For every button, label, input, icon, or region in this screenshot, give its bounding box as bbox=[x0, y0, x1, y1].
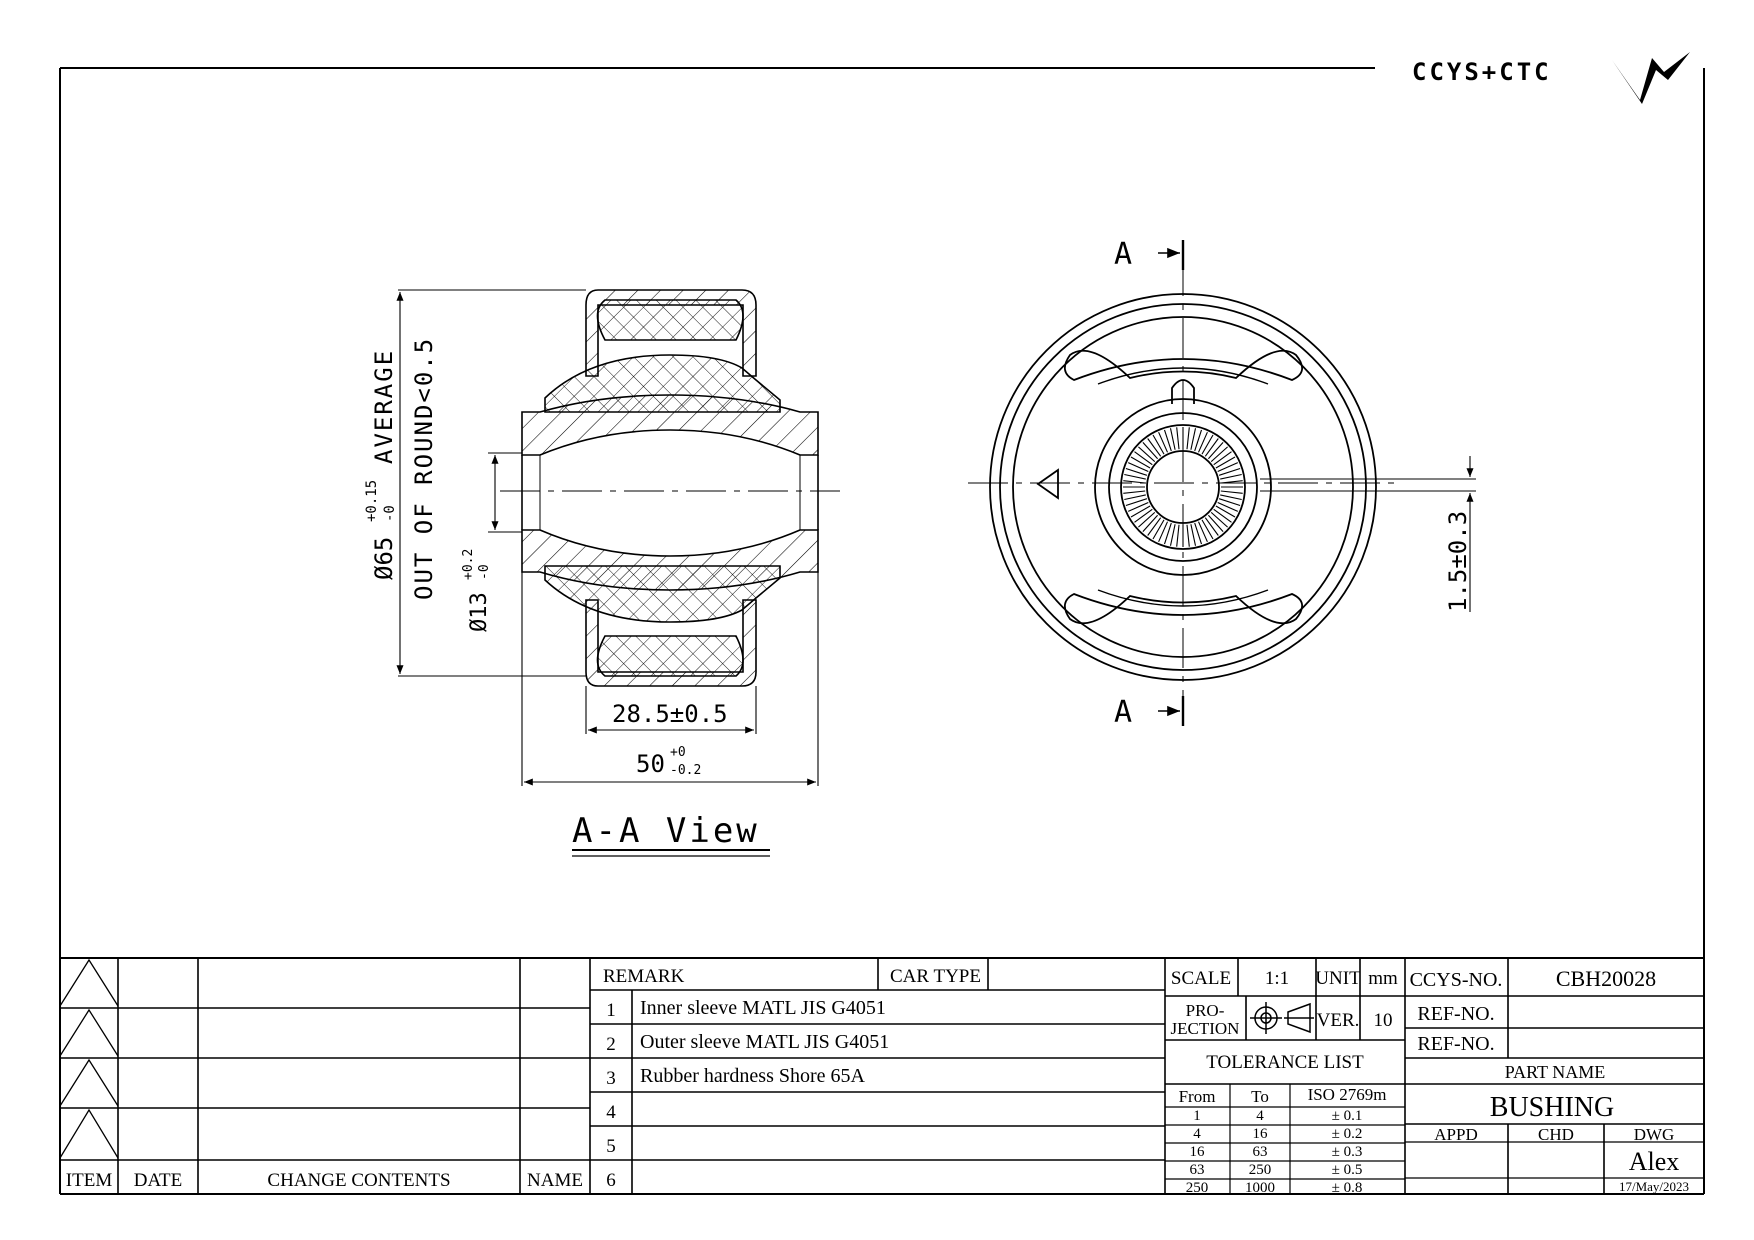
serration-line bbox=[1205, 439, 1218, 457]
direction-triangle bbox=[1038, 470, 1058, 498]
section-view-title: A-A View bbox=[572, 811, 760, 851]
tolerance-to: 63 bbox=[1252, 1144, 1268, 1160]
tolerance-from: 63 bbox=[1189, 1162, 1205, 1178]
tolerance-to: 250 bbox=[1248, 1162, 1272, 1178]
serration-line bbox=[1143, 515, 1158, 531]
dim-offset: 1.5±0.3 bbox=[1444, 510, 1472, 612]
dwg-label: DWG bbox=[1633, 1125, 1675, 1144]
serration-line bbox=[1214, 509, 1232, 522]
tolerance-title: TOLERANCE LIST bbox=[1206, 1052, 1364, 1073]
section-marker-top: A bbox=[1114, 237, 1133, 272]
dim-total-tol-plus: +0 bbox=[670, 745, 686, 760]
remark-no-4: 4 bbox=[606, 1102, 616, 1123]
dim-outer-length: 28.5±0.5 bbox=[612, 700, 728, 728]
dim-outer-tol-plus: +0.15 bbox=[364, 479, 380, 522]
scale-label: SCALE bbox=[1170, 968, 1232, 989]
tolerance-value: ± 0.8 bbox=[1331, 1180, 1363, 1196]
serration-line bbox=[1148, 518, 1161, 536]
serration-line bbox=[1177, 427, 1179, 449]
remark-text-2: Outer sleeve MATL JIS G4051 bbox=[640, 1031, 890, 1053]
dim-outer-diameter: Ø65 bbox=[370, 536, 398, 580]
remark-label: REMARK bbox=[603, 966, 685, 987]
dim-total-tol-minus: -0.2 bbox=[670, 763, 702, 778]
remark-no-6: 6 bbox=[606, 1170, 616, 1191]
serration-line bbox=[1216, 457, 1235, 468]
ver-value: 10 bbox=[1373, 1010, 1393, 1031]
dim-inner-tol-plus: +0.2 bbox=[461, 548, 476, 580]
remark-no-2: 2 bbox=[606, 1034, 616, 1055]
ccys-no-label: CCYS-NO. bbox=[1409, 969, 1503, 991]
tolerance-from: 250 bbox=[1185, 1180, 1209, 1196]
serration-line bbox=[1208, 442, 1223, 458]
tolerance-value: ± 0.3 bbox=[1331, 1144, 1363, 1160]
revision-triangle-icons bbox=[60, 960, 118, 1158]
revision-header-name: NAME bbox=[527, 1170, 583, 1191]
remark-no-3: 3 bbox=[606, 1068, 616, 1089]
dim-outer-tol-minus: -0 bbox=[382, 505, 398, 522]
logo-mark bbox=[1612, 52, 1690, 104]
serration-line bbox=[1124, 475, 1146, 480]
ccys-no-value: CBH20028 bbox=[1555, 966, 1657, 991]
tolerance-from: 1 bbox=[1193, 1108, 1201, 1124]
serration-line bbox=[1135, 452, 1153, 465]
serration-line bbox=[1220, 475, 1242, 480]
serration-line bbox=[1202, 435, 1213, 454]
tolerance-to: 1000 bbox=[1245, 1180, 1275, 1196]
revision-table bbox=[60, 958, 590, 1194]
tolerance-to: 16 bbox=[1252, 1126, 1268, 1142]
revision-header-item: ITEM bbox=[65, 1170, 113, 1191]
part-name-value: BUSHING bbox=[1489, 1092, 1615, 1123]
serration-line bbox=[1171, 428, 1176, 450]
outer-rubber-top bbox=[598, 300, 744, 340]
outer-rubber-bottom bbox=[598, 636, 744, 676]
dwg-date: 17/May/2023 bbox=[1618, 1179, 1690, 1194]
serration-line bbox=[1220, 495, 1242, 500]
serration-line bbox=[1135, 509, 1153, 522]
unit-label: UNIT bbox=[1315, 968, 1361, 989]
section-marker-bottom: A bbox=[1114, 695, 1133, 730]
remark-text-1: Inner sleeve MATL JIS G4051 bbox=[640, 997, 886, 1019]
front-centerlines bbox=[968, 256, 1400, 720]
tolerance-header-from: From bbox=[1178, 1087, 1216, 1106]
remark-no-5: 5 bbox=[606, 1136, 616, 1157]
serration-line bbox=[1191, 428, 1196, 450]
ver-label: VER. bbox=[1316, 1010, 1360, 1031]
serration-line bbox=[1202, 520, 1213, 539]
appd-label: APPD bbox=[1434, 1125, 1478, 1144]
unit-value: mm bbox=[1368, 968, 1398, 989]
chd-label: CHD bbox=[1538, 1125, 1574, 1144]
dim-outer-note: AVERAGE bbox=[370, 348, 398, 464]
serration-line bbox=[1148, 439, 1161, 457]
sheet-border bbox=[60, 68, 1704, 1194]
tolerance-value: ± 0.5 bbox=[1331, 1162, 1363, 1178]
serration-line bbox=[1138, 512, 1154, 527]
serration-line bbox=[1123, 491, 1145, 493]
serration-line bbox=[1153, 435, 1164, 454]
serration-line bbox=[1187, 525, 1189, 547]
serration-line bbox=[1177, 525, 1179, 547]
serration-line bbox=[1216, 506, 1235, 517]
serration-line bbox=[1187, 427, 1189, 449]
dim-roundness: OUT OF ROUND<0.5 bbox=[410, 336, 438, 600]
tolerance-to: 4 bbox=[1256, 1108, 1264, 1124]
serration-line bbox=[1124, 495, 1146, 500]
serration-line bbox=[1208, 515, 1223, 531]
projection-icon bbox=[1250, 1002, 1314, 1034]
dim-inner-diameter: Ø13 bbox=[467, 592, 492, 632]
serration-line bbox=[1143, 442, 1158, 458]
section-view bbox=[500, 290, 840, 686]
ref-no-label-1: REF-NO. bbox=[1417, 1003, 1495, 1025]
serration-line bbox=[1131, 457, 1150, 468]
car-type-label: CAR TYPE bbox=[890, 966, 981, 987]
ref-no-label-2: REF-NO. bbox=[1417, 1033, 1495, 1055]
revision-header-change-contents: CHANGE CONTENTS bbox=[267, 1170, 451, 1191]
remark-text-3: Rubber hardness Shore 65A bbox=[640, 1065, 865, 1087]
serration-line bbox=[1131, 506, 1150, 517]
tolerance-value: ± 0.2 bbox=[1331, 1126, 1363, 1142]
serration-line bbox=[1138, 447, 1154, 462]
serration-line bbox=[1205, 518, 1218, 536]
tolerance-header-iso: ISO 2769m bbox=[1307, 1085, 1387, 1104]
logo-text: CCYS+CTC bbox=[1412, 58, 1552, 86]
tolerance-from: 16 bbox=[1189, 1144, 1205, 1160]
remark-no-1: 1 bbox=[606, 1000, 616, 1021]
tolerance-from: 4 bbox=[1193, 1126, 1201, 1142]
scale-value: 1:1 bbox=[1264, 968, 1290, 989]
part-name-label: PART NAME bbox=[1504, 1062, 1606, 1082]
serration-line bbox=[1211, 512, 1227, 527]
serration-line bbox=[1171, 524, 1176, 546]
serration-line bbox=[1214, 452, 1232, 465]
projection-label-1: PRO- bbox=[1185, 1001, 1225, 1020]
tolerance-header-to: To bbox=[1251, 1087, 1269, 1106]
dwg-name: Alex bbox=[1628, 1147, 1680, 1176]
serration-line bbox=[1153, 520, 1164, 539]
dim-inner-tol-minus: -0 bbox=[477, 564, 492, 580]
company-logo bbox=[1412, 52, 1690, 104]
dim-total-length: 50 bbox=[636, 750, 665, 778]
serration-line bbox=[1211, 447, 1227, 462]
serration-line bbox=[1191, 524, 1196, 546]
revision-header-date: DATE bbox=[133, 1170, 183, 1191]
tolerance-value: ± 0.1 bbox=[1331, 1108, 1363, 1124]
serration-line bbox=[1221, 491, 1243, 493]
projection-label-2: JECTION bbox=[1170, 1019, 1240, 1038]
